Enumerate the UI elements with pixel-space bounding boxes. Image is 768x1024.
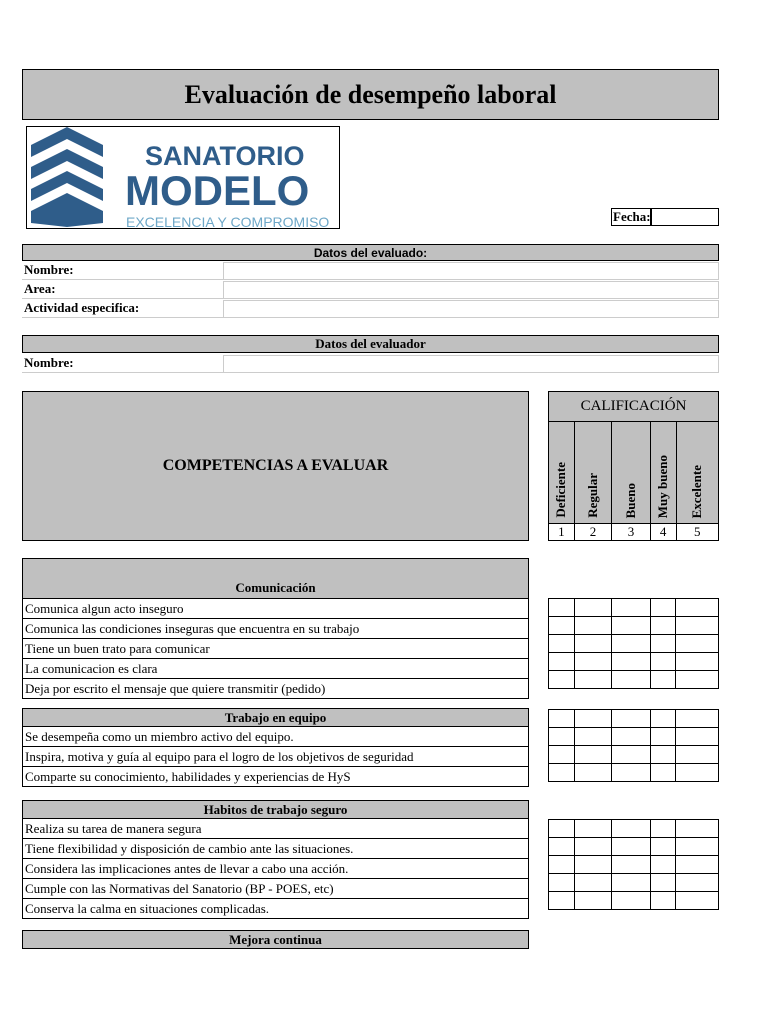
rating-cell[interactable]	[650, 764, 676, 782]
rating-cell[interactable]	[676, 838, 719, 856]
level-label: Regular	[585, 473, 601, 518]
section-trabajo-items	[22, 727, 529, 787]
rating-cell[interactable]	[676, 710, 719, 728]
rating-cell[interactable]	[612, 820, 651, 838]
evaluado-area-label: Area:	[22, 280, 223, 299]
rating-cell[interactable]	[549, 710, 575, 728]
rating-cell[interactable]	[676, 874, 719, 892]
rating-cell[interactable]	[549, 599, 575, 617]
rating-cell[interactable]	[676, 728, 719, 746]
rating-cell[interactable]	[549, 856, 575, 874]
rating-cell[interactable]	[676, 820, 719, 838]
rating-cell[interactable]	[549, 653, 575, 671]
rating-cell[interactable]	[650, 728, 676, 746]
rating-cell[interactable]	[574, 764, 612, 782]
rating-cell[interactable]	[574, 671, 612, 689]
rating-cell[interactable]	[650, 599, 676, 617]
level-label: Deficiente	[553, 462, 569, 518]
rating-cell[interactable]	[676, 892, 719, 910]
rating-cell[interactable]	[549, 635, 575, 653]
rating-cell[interactable]	[612, 764, 651, 782]
rating-cell[interactable]	[612, 671, 651, 689]
logo-tagline: EXCELENCIA Y COMPROMISO	[126, 214, 330, 229]
evaluador-header: Datos del evaluador	[22, 335, 719, 353]
evaluado-header: Datos del evaluado:	[22, 244, 719, 261]
logo-line2: MODELO	[125, 167, 310, 214]
evaluado-actividad-field[interactable]	[223, 300, 719, 318]
rating-cell[interactable]	[676, 856, 719, 874]
rating-cell[interactable]	[676, 599, 719, 617]
level-label: Excelente	[689, 464, 705, 518]
rating-cell[interactable]	[650, 617, 676, 635]
rating-cell[interactable]	[612, 653, 651, 671]
page-title: Evaluación de desempeño laboral	[22, 69, 719, 120]
competency-item: Comunica las condiciones inseguras que encuentra en su trabajo	[22, 619, 529, 639]
rating-cell[interactable]	[676, 764, 719, 782]
level-num: 2	[574, 524, 612, 541]
level-bueno	[612, 422, 650, 524]
rating-cell[interactable]	[612, 599, 651, 617]
competency-item: Se desempeña como un miembro activo del equipo.	[22, 727, 529, 747]
rating-cell[interactable]	[549, 892, 575, 910]
section-comunicacion-items	[22, 598, 529, 699]
rating-cell[interactable]	[574, 728, 612, 746]
evaluado-nombre-label: Nombre:	[22, 261, 223, 280]
competency-item: Inspira, motiva y guía al equipo para el logro de los objetivos de seguridad	[22, 747, 529, 767]
rating-cell[interactable]	[650, 838, 676, 856]
rating-cell[interactable]	[650, 820, 676, 838]
rating-cell[interactable]	[549, 838, 575, 856]
rating-cell[interactable]	[574, 635, 612, 653]
level-num: 3	[612, 524, 650, 541]
evaluado-area-field[interactable]	[223, 281, 719, 299]
competencias-header: COMPETENCIAS A EVALUAR	[22, 391, 529, 541]
level-num: 1	[549, 524, 575, 541]
rating-cell[interactable]	[549, 728, 575, 746]
evaluado-rows	[22, 261, 719, 318]
rating-cell[interactable]	[549, 874, 575, 892]
rating-cell[interactable]	[676, 746, 719, 764]
rating-cell[interactable]	[650, 892, 676, 910]
sanatorio-modelo-logo	[26, 126, 340, 229]
rating-cell[interactable]	[612, 856, 651, 874]
rating-cell[interactable]	[676, 671, 719, 689]
rating-grid-trabajo	[548, 709, 719, 782]
evaluado-actividad-label: Actividad especifica:	[22, 299, 223, 318]
rating-cell[interactable]	[574, 746, 612, 764]
level-muy-bueno	[650, 422, 676, 524]
rating-cell[interactable]	[612, 874, 651, 892]
rating-cell[interactable]	[676, 635, 719, 653]
rating-cell[interactable]	[650, 635, 676, 653]
level-deficiente	[549, 422, 575, 524]
logo-graphic	[27, 127, 340, 229]
rating-cell[interactable]	[676, 653, 719, 671]
competency-item: Realiza su tarea de manera segura	[22, 819, 529, 839]
rating-cell[interactable]	[574, 820, 612, 838]
rating-grid-habitos	[548, 819, 719, 910]
level-regular	[574, 422, 612, 524]
rating-cell[interactable]	[650, 856, 676, 874]
competency-item: Conserva la calma en situaciones complicadas.	[22, 899, 529, 919]
fecha-label: Fecha:	[613, 209, 651, 224]
section-habitos-items	[22, 819, 529, 919]
rating-cell[interactable]	[612, 746, 651, 764]
fecha-field[interactable]	[651, 208, 719, 226]
section-trabajo-header: Trabajo en equipo	[22, 708, 529, 727]
rating-cell[interactable]	[612, 635, 651, 653]
calificacion-header: CALIFICACIÓN	[548, 391, 719, 422]
level-excelente	[676, 422, 718, 524]
section-mejora-header: Mejora continua	[22, 930, 529, 949]
rating-cell[interactable]	[574, 856, 612, 874]
rating-cell[interactable]	[650, 874, 676, 892]
rating-cell[interactable]	[650, 653, 676, 671]
rating-cell[interactable]	[574, 617, 612, 635]
rating-cell[interactable]	[650, 710, 676, 728]
competency-item: Tiene flexibilidad y disposición de cambio ante las situaciones.	[22, 839, 529, 859]
evaluado-nombre-field[interactable]	[223, 262, 719, 280]
rating-cell[interactable]	[650, 746, 676, 764]
section-habitos-header: Habitos de trabajo seguro	[22, 800, 529, 819]
rating-cell[interactable]	[612, 710, 651, 728]
rating-cell[interactable]	[574, 710, 612, 728]
section-comunicacion-header: Comunicación	[22, 558, 529, 599]
calificacion-scale	[548, 421, 719, 541]
competency-item: Comunica algun acto inseguro	[22, 598, 529, 619]
level-num: 5	[676, 524, 718, 541]
rating-cell[interactable]	[574, 874, 612, 892]
rating-cell[interactable]	[549, 617, 575, 635]
rating-cell[interactable]	[549, 764, 575, 782]
rating-cell[interactable]	[574, 599, 612, 617]
competency-item: Cumple con las Normativas del Sanatorio (BP - POES, etc)	[22, 879, 529, 899]
logo-line1: SANATORIO	[145, 141, 305, 171]
competency-item: Tiene un buen trato para comunicar	[22, 639, 529, 659]
evaluador-nombre-field[interactable]	[223, 355, 719, 373]
rating-cell[interactable]	[612, 892, 651, 910]
level-label: Bueno	[623, 482, 639, 518]
rating-grid-comunicacion	[548, 598, 719, 689]
rating-cell[interactable]	[612, 838, 651, 856]
competency-item: Considera las implicaciones antes de llevar a cabo una acción.	[22, 859, 529, 879]
rating-cell[interactable]	[574, 653, 612, 671]
evaluador-nombre-label: Nombre:	[22, 354, 223, 373]
level-num: 4	[650, 524, 676, 541]
rating-cell[interactable]	[574, 838, 612, 856]
rating-cell[interactable]	[612, 728, 651, 746]
rating-cell[interactable]	[574, 892, 612, 910]
rating-cell[interactable]	[549, 746, 575, 764]
competency-item: Comparte su conocimiento, habilidades y experiencias de HyS	[22, 767, 529, 787]
rating-cell[interactable]	[549, 820, 575, 838]
level-label: Muy bueno	[655, 454, 671, 518]
competency-item: La comunicacion es clara	[22, 659, 529, 679]
rating-cell[interactable]	[676, 617, 719, 635]
rating-cell[interactable]	[612, 617, 651, 635]
competency-item: Deja por escrito el mensaje que quiere transmitir (pedido)	[22, 679, 529, 699]
rating-cell[interactable]	[650, 671, 676, 689]
rating-cell[interactable]	[549, 671, 575, 689]
